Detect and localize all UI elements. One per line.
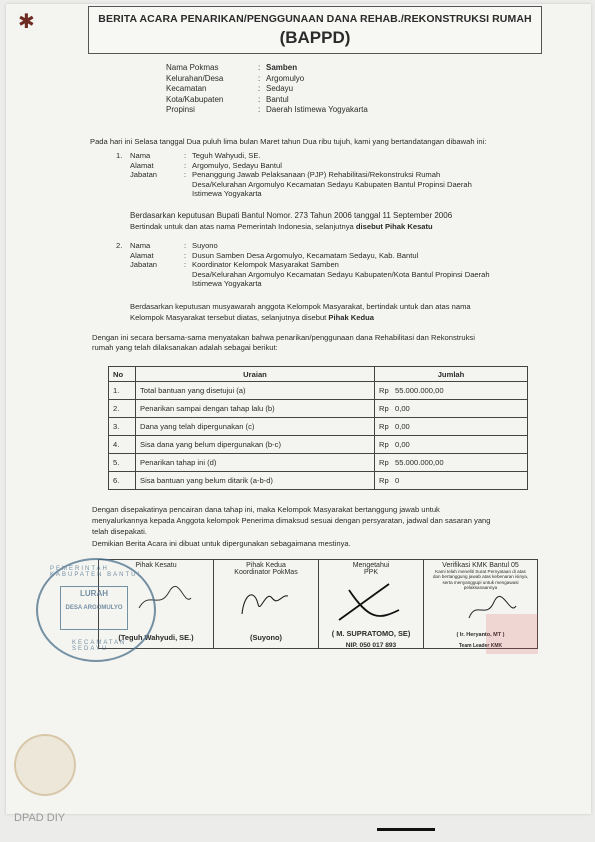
signer-name: (Teguh Wahyudi, SE.) (118, 633, 194, 642)
person-1-basis: Berdasarkan keputusan Bupati Bantul Nomor. 273 Tahun 2006 tanggal 11 September 2006 (130, 211, 453, 220)
closing-line-4: Demikian Berita Acara ini dibuat untuk dipergunakan sebagaimana mestinya. (92, 539, 351, 548)
watermark-text: DPAD DIY (14, 812, 66, 824)
person-2-basis: Berdasarkan keputusan musyawarah anggota Kelompok Masyarakat, bertindak untuk dan atas nama (130, 302, 471, 311)
bottom-bar (377, 828, 435, 831)
funds-table (108, 366, 528, 490)
table-row: 1. Total bantuan yang disetujui (a) Rp 55.000.000,00 (109, 382, 528, 400)
info-row: Kelurahan/Desa : Argomulyo (166, 73, 305, 83)
verification-stamp-mark (486, 614, 538, 654)
emblem-watermark-icon (14, 734, 76, 796)
person-1-role: Bertindak untuk dan atas nama Pemerintah Indonesia, selanjutnya disebut Pihak Kesatu (130, 222, 433, 231)
statement-line-2: rumah yang telah dilaksanakan adalah sebagai berikut: (92, 343, 278, 352)
signature-table (98, 559, 538, 649)
person-1-block: 1. Nama : Teguh Wahyudi, SE. Alamat : Argomulyo, Sedayu Bantul Jabatan : Penanggung Jawab Pelaksanaan (PJP) Rehabilitasi/Rekonstruksi Rumah Desa/Kelurahan Argomulyo Kecamatan Sedayu Kabupaten Bantul Propinsi Daerah Istimewa Yogyakarta (116, 151, 522, 199)
header-no: No (109, 367, 136, 382)
signature-mark (319, 580, 419, 624)
info-row: Propinsi : Daerah Istimewa Yogyakarta (166, 105, 368, 114)
signer-role: Team Leader KMK (458, 643, 503, 649)
person-2-role: Kelompok Masyarakat tersebut diatas, selanjutnya disebut Pihak Kedua (130, 313, 374, 322)
document-subtitle: (BAPPD) (279, 28, 351, 47)
table-row: 3. Dana yang telah dipergunakan (c) Rp 0,00 (109, 418, 528, 436)
table-row: 5. Penarikan tahap ini (d) Rp 55.000.000,00 (109, 454, 528, 472)
signer-name: ( Ir. Heryanto, MT ) (456, 632, 505, 638)
header-uraian: Uraian (136, 367, 375, 382)
table-row: 2. Penarikan sampai dengan tahap lalu (b) Rp 0,00 (109, 400, 528, 418)
intro-paragraph: Pada hari ini Selasa tanggal Dua puluh lima bulan Maret tahun Dua ribu tujuh, kami yang bertandatangan dibawah ini: (90, 137, 487, 146)
info-block (166, 63, 368, 116)
info-row: Kecamatan : Sedayu (166, 84, 294, 93)
signer-name: ( M. SUPRATOMO, SE) (331, 629, 411, 638)
signer-nip: NIP. 050 017 893 (345, 642, 397, 649)
ink-blot: ✱ (18, 11, 35, 33)
person-1-name: Teguh Wahyudi, SE. (192, 151, 261, 160)
info-row: Kota/Kabupaten : Bantul (166, 94, 289, 104)
document-title: BERITA ACARA PENARIKAN/PENGGUNAAN DANA REHAB./REKONSTRUKSI RUMAH (98, 13, 532, 25)
official-stamp: PEMERINTAH KABUPATEN BANTUL LURAH DESA ARGOMULYO KECAMATAN SEDAYU (36, 558, 156, 662)
signature-pihak-kedua: Pihak Kedua Koordinator PokMas (Suyono) (214, 560, 319, 649)
signer-name: (Suyono) (249, 633, 283, 642)
signature-kmk: Verifikasi KMK Bantul 05 Kami telah meneliti Surat Pernyataan di atas dan bertanggung jawab atas kebenaran isinya, serta menyanggupi untuk mengawasi pelaksanaannya ( Ir. Heryanto, MT ) Team Leader KMK (424, 560, 538, 649)
person-2-block: 2. Nama : Suyono Alamat : Dusun Samben Desa Argomulyo, Kecamatam Sedayu, Kab. Bantul Jabatan : Koordinator Kelompok Masyarakat Samben Desa/Kelurahan Argomulyo Kecamatan Sedayu Kabupaten/Kota Bantul Propinsi Daerah Istimewa Yogyakarta (116, 241, 522, 289)
statement-line-1: Dengan ini secara bersama-sama menyatakan bahwa penarikan/penggunaan dana Rehabilitasi dan Rekonstruksi (92, 333, 475, 342)
header-jumlah: Jumlah (375, 367, 528, 382)
table-row: 4. Sisa dana yang belum dipergunakan (b-c) Rp 0,00 (109, 436, 528, 454)
closing-line-2: menyalurkannya kepada Anggota kelompok Penerima dimaksud sesuai dengan persyaratan, jadwal dan sasaran yang (92, 516, 491, 525)
signature-mark (214, 580, 314, 620)
person-2-name: Suyono (192, 241, 218, 250)
closing-line-1: Dengan disepakatinya pencairan dana tahap ini, maka Kelompok Masyarakat bertanggung jawab untuk (92, 505, 440, 514)
table-row: 6. Sisa bantuan yang belum ditarik (a-b-d) Rp 0 (109, 472, 528, 490)
table-header-row (109, 367, 528, 382)
document-title-box (88, 6, 542, 54)
signature-pihak-kesatu: Pihak Kesatu (Teguh Wahyudi, SE.) (99, 560, 214, 649)
info-row: Nama Pokmas : Samben (166, 63, 298, 72)
signature-ppk: Mengetahui PPK ( M. SUPRATOMO, SE) NIP. 050 017 893 (319, 560, 424, 649)
closing-line-3: telah disepakati. (92, 527, 147, 536)
